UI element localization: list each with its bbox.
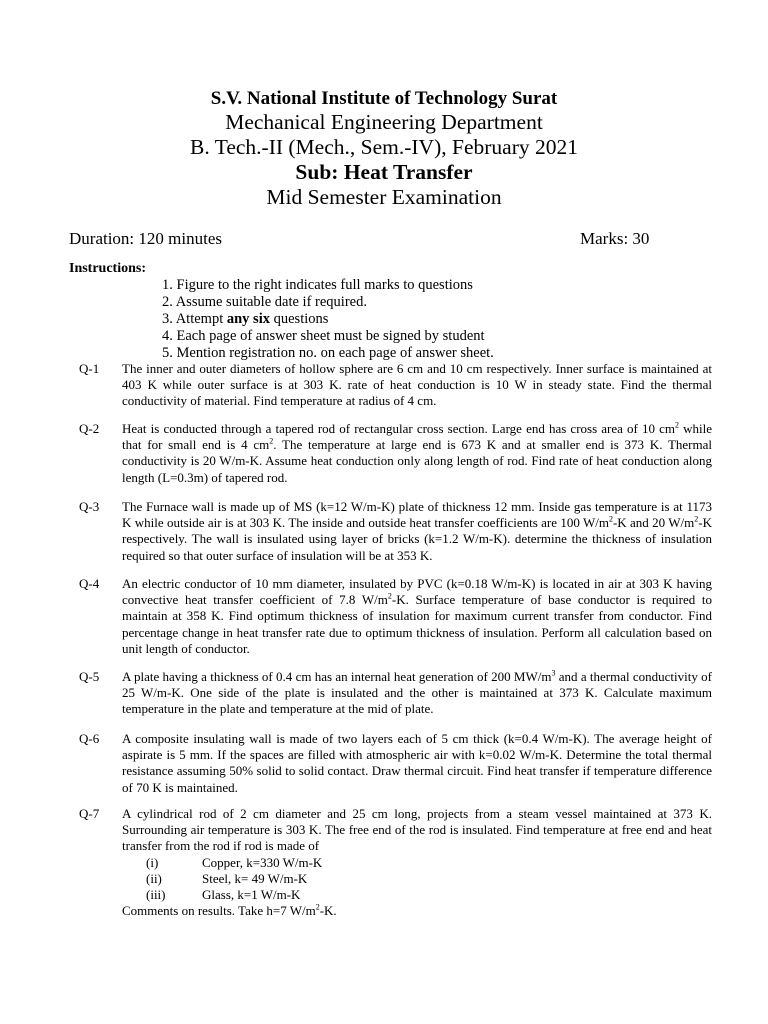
instruction-text: 3. Attempt xyxy=(162,311,227,327)
roman-numeral: (ii) xyxy=(146,870,162,886)
instruction-item xyxy=(162,311,494,328)
list-item xyxy=(122,887,712,903)
question-text xyxy=(122,576,712,657)
question-text xyxy=(122,806,712,919)
question-text xyxy=(122,499,712,564)
department-name: Mechanical Engineering Department xyxy=(225,110,543,134)
superscript: 3 xyxy=(551,668,556,678)
instructions-list xyxy=(162,277,494,362)
question-number: Q-6 xyxy=(79,731,100,746)
question-text: The inner and outer diameters of hollow sphere are 6 cm and 10 cm respectively. Inner surface is maintained at 403 K while outer surface is at 303 K. rate of heat conduction is 10 W in steady state. Find the thermal conductivity of material. Find temperature at radius of 4 cm. xyxy=(122,361,712,409)
text-run: -K. Surface temperature of base conductor is required to maintain at 358 K. Find optimum thickness of insulation for maximum current transfer from conductor. Find percentage change in heat transfer rate due to optimum thickness of insulation. Perform all calculation based on unit length of conductor. xyxy=(122,592,712,656)
question-number: Q-5 xyxy=(79,669,100,684)
superscript: 2 xyxy=(674,420,679,430)
text-run: -K respectively. The wall is insulated using layer of bricks (k=1.2 W/m-K). determine the thickness of insulation required so that outer surface of insulation will be at 353 K. xyxy=(122,515,712,563)
text-run: Comments on results. Take h=7 W/m xyxy=(122,903,316,919)
question-number: Q-2 xyxy=(79,421,100,436)
question-footer xyxy=(122,903,712,919)
text-run: The Furnace wall is made up of MS (k=12 W/m-K) plate of thickness 12 mm. Inside gas temperature is at 1173 K while outside air is at 303 K. The inside and outside heat transfer coefficients are 100 W/m xyxy=(122,499,712,531)
duration: Duration: 120 minutes xyxy=(69,229,222,248)
list-item xyxy=(122,871,712,887)
list-item xyxy=(122,855,712,871)
superscript: 2 xyxy=(608,514,613,524)
instruction-item: 4. Each page of answer sheet must be signed by student xyxy=(162,328,485,344)
institute-name: S.V. National Institute of Technology Surat xyxy=(210,88,558,109)
instruction-text: questions xyxy=(269,311,329,327)
superscript: 2 xyxy=(694,514,699,524)
list-item-text: Copper, k=330 W/m-K xyxy=(202,854,323,870)
program-line: B. Tech.-II (Mech., Sem.-IV), February 2021 xyxy=(190,135,578,159)
text-run: An electric conductor of 10 mm diameter, insulated by PVC (k=0.18 W/m-K) is located in air at 303 K having convective heat transfer coefficient of 7.8 W/m xyxy=(122,576,712,608)
exam-title: Mid Semester Examination xyxy=(266,185,502,209)
text-run: while that for small end is 4 cm xyxy=(122,421,712,453)
marks: Marks: 30 xyxy=(580,229,650,248)
subject-title: Sub: Heat Transfer xyxy=(295,160,473,184)
superscript: 2 xyxy=(387,591,392,601)
instruction-item: 2. Assume suitable date if required. xyxy=(162,294,367,310)
text-run: . The temperature at large end is 673 K and at smaller end is 373 K. Thermal conductivity is 20 W/m-K. Assume heat conduction only along length of rod. Find rate of heat conduction along length (L=0.3m) of tapered rod. xyxy=(122,437,713,485)
instruction-item: 5. Mention registration no. on each page of answer sheet. xyxy=(162,345,494,361)
question-text: A composite insulating wall is made of two layers each of 5 cm thick (k=0.4 W/m-K). The average height of aspirate is 5 mm. If the spaces are filled with atmospheric air with k=0.02 W/m-K. Determine the total thermal resistance assuming 50% solid to solid contact. Draw thermal circuit. Find heat transfer if temperature difference of 70 K is maintained. xyxy=(122,731,712,795)
text-run: -K. xyxy=(319,903,337,919)
superscript: 2 xyxy=(269,436,274,446)
text-run: -K and 20 W/m xyxy=(612,515,695,531)
question-number: Q-1 xyxy=(79,361,100,376)
instruction-item: 1. Figure to the right indicates full marks to questions xyxy=(162,277,473,293)
question-text xyxy=(122,421,712,486)
instructions-title: Instructions: xyxy=(69,261,147,276)
question-text xyxy=(122,669,712,718)
superscript: 2 xyxy=(315,902,320,912)
list-item-text: Glass, k=1 W/m-K xyxy=(202,887,301,903)
text-run: and a thermal conductivity of 25 W/m-K. One side of the plate is insulated and the other is maintained at 373 K. Calculate maximum temperature in the plate and temperature at the mid of plate. xyxy=(122,669,712,717)
text-run: A plate having a thickness of 0.4 cm has an internal heat generation of 200 MW/m xyxy=(122,669,552,684)
instruction-emphasis: any six xyxy=(226,311,270,327)
roman-numeral: (iii) xyxy=(146,887,166,903)
list-item-text: Steel, k= 49 W/m-K xyxy=(202,870,308,886)
roman-numeral: (i) xyxy=(146,854,159,870)
question-number: Q-4 xyxy=(79,576,100,591)
text-run: Heat is conducted through a tapered rod of rectangular cross section. Large end has cross area of 10 cm xyxy=(122,421,675,436)
question-number: Q-3 xyxy=(79,499,100,514)
question-body: A cylindrical rod of 2 cm diameter and 25 cm long, projects from a steam vessel maintained at 373 K. Surrounding air temperature is 303 K. The free end of the rod is insulated. Find temperature at free end and heat transfer from the rod if rod is made of xyxy=(122,806,712,854)
question-number: Q-7 xyxy=(79,806,100,821)
